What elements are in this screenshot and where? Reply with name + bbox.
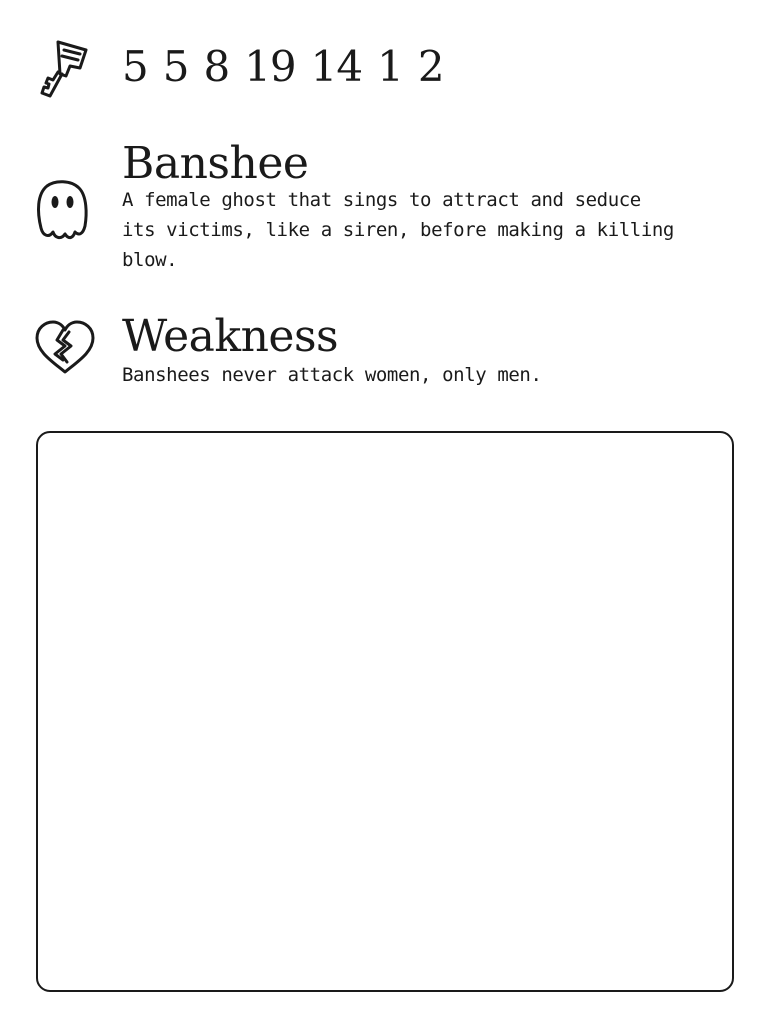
key-icon xyxy=(36,38,92,100)
code-digits xyxy=(122,40,444,94)
code-digit: 1 xyxy=(377,42,403,91)
code-digit: 5 xyxy=(162,42,189,91)
code-digit: 14 xyxy=(310,42,363,91)
broken-heart-icon xyxy=(33,318,97,378)
code-digit: 19 xyxy=(244,42,296,91)
ghost-icon xyxy=(33,178,91,244)
entity-title: Banshee xyxy=(122,138,309,189)
weakness-description: Banshees never attack women, only men. xyxy=(122,364,542,386)
weakness-title: Weakness xyxy=(122,311,339,362)
code-digit: 8 xyxy=(203,42,230,91)
code-digit: 2 xyxy=(417,42,444,91)
entity-description: A female ghost that sings to attract and seduce its victims, like a siren, before making a killing blow. xyxy=(122,189,674,271)
notes-box[interactable] xyxy=(36,431,734,992)
code-digit: 5 xyxy=(122,42,148,91)
